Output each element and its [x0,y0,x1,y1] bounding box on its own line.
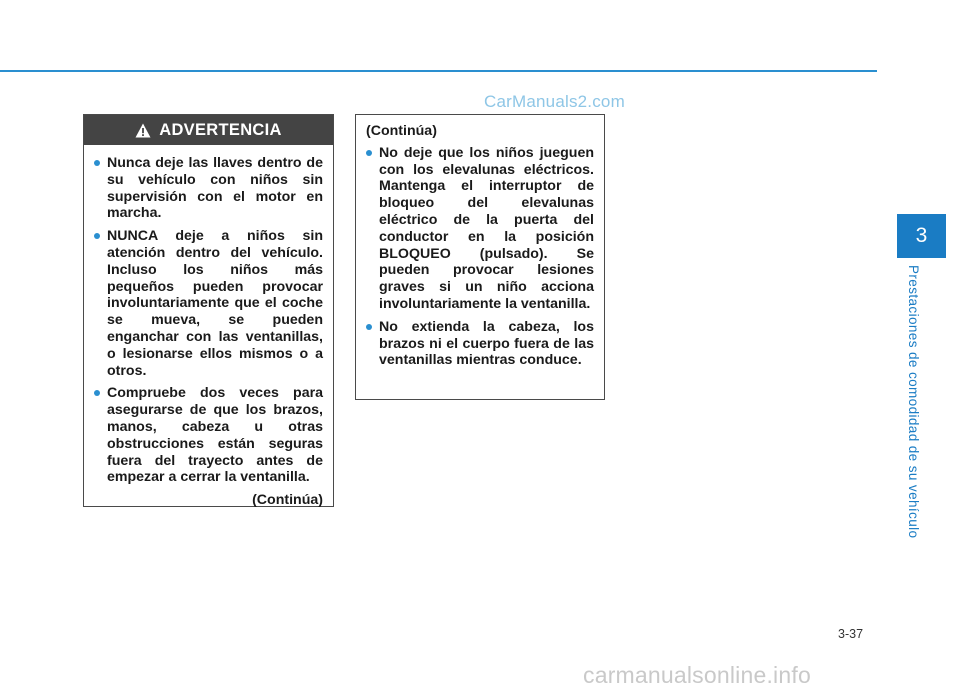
list-item [94,155,323,222]
list-item-text: No extienda la cabeza, los brazos ni el cuerpo fuera de las ventanillas mientras conduce. [379,318,594,369]
watermark-top: CarManuals2.com [484,92,625,111]
list-item-text: No deje que los niños jueguen con los elevalunas eléctricos. Mantenga el interruptor de bloqueo del elevalunas eléctrico de la puerta del conductor en la posición BLOQUEO (pulsado). Se pueden provocar lesiones graves si un niño acciona involuntariamente la ventanilla. [379,144,594,312]
header-rule [0,70,877,72]
bullet-icon [366,324,372,330]
continued-box [355,114,605,400]
warning-box [83,114,334,507]
list-item [366,319,594,369]
bullet-icon [94,390,100,396]
list-item [94,385,323,486]
warning-header [84,115,333,145]
chapter-tab [897,214,946,258]
list-item-text: Nunca deje las llaves dentro de su vehículo con niños sin supervisión con el motor en marcha. [107,155,323,222]
warning-content [84,145,333,509]
bullet-icon [94,160,100,166]
bullet-icon [366,150,372,156]
chapter-title: Prestaciones de comodidad de su vehículo [906,265,921,539]
list-item-text: Compruebe dos veces para asegurarse de que los brazos, manos, cabeza u otras obstrucciones están seguras fuera del trayecto antes de empezar a cerrar la ventanilla. [107,385,323,486]
continued-label: (Continúa) [252,492,323,509]
continued-content [356,115,604,369]
chapter-number: 3 [915,224,928,247]
continued-label: (Continúa) [366,123,437,139]
warning-title: ADVERTENCIA [159,120,282,139]
list-item [94,228,323,379]
warning-triangle-icon [135,123,151,138]
page-number: 3-37 [838,627,864,641]
bullet-icon [94,233,100,239]
watermark-bottom: carmanualsonline.info [583,662,811,688]
list-item-text: NUNCA deje a niños sin atención dentro del vehículo. Incluso los niños más pequeños pueden provocar involuntariamente que el coche se mueva, se pueden enganchar con las ventanillas, o lesionarse ellos mismos o a otros. [107,228,323,379]
list-item [366,145,594,313]
